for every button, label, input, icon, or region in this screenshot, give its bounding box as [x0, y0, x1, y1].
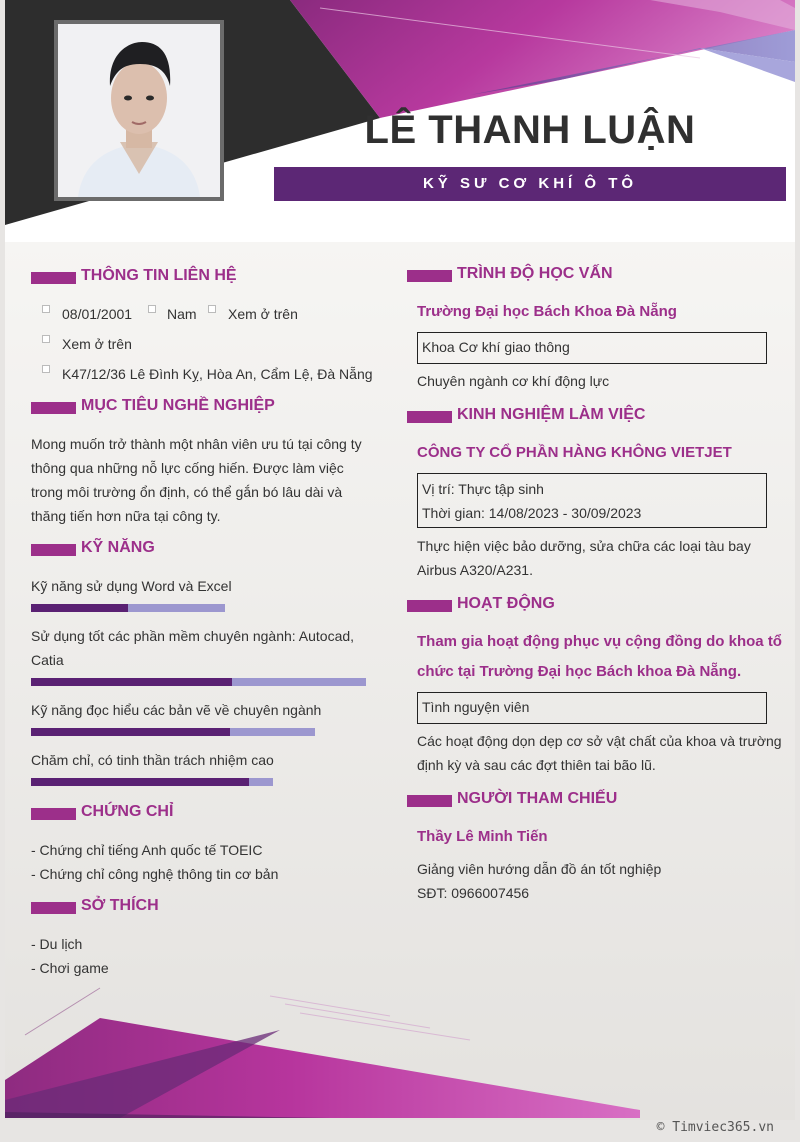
skill-fill — [31, 778, 249, 786]
heading-label: MỤC TIÊU NGHỀ NGHIỆP — [81, 397, 275, 414]
heading-bar — [407, 270, 452, 282]
heading-label: NGƯỜI THAM CHIẾU — [457, 790, 618, 807]
skill-fill — [31, 678, 232, 686]
objective-line: trong môi trường ổn định, có thể gắn bó lâu dài và — [31, 484, 343, 500]
activity-desc: Các hoạt động dọn dẹp cơ sở vật chất của khoa và trường — [417, 733, 782, 749]
heading-label: THÔNG TIN LIÊN HỆ — [81, 267, 237, 284]
calendar-icon — [42, 305, 50, 313]
objective-line: thông qua những nỗ lực cống hiến. Được làm việc — [31, 460, 344, 476]
heading-bar — [31, 544, 76, 556]
heading-label: KỸ NĂNG — [81, 539, 155, 556]
period-text: Thời gian: 14/08/2023 - 30/09/2023 — [422, 505, 642, 521]
objective-line: thăng tiến hơn nữa tại công ty. — [31, 508, 221, 524]
heading-bar — [31, 808, 76, 820]
heading-label: TRÌNH ĐỘ HỌC VẤN — [457, 265, 613, 282]
position-text: Vị trí: Thực tập sinh — [422, 481, 544, 497]
gender-text: Nam — [167, 306, 197, 322]
hobby-item: - Du lịch — [31, 936, 83, 952]
address-text: K47/12/36 Lê Đình Kỵ, Hòa An, Cẩm Lệ, Đà Nẵng — [62, 366, 373, 382]
heading-label: KINH NGHIỆM LÀM VIỆC — [457, 406, 646, 423]
birthday-text: 08/01/2001 — [62, 306, 133, 322]
heading-bar — [31, 272, 76, 284]
email-text: Xem ở trên — [62, 336, 132, 352]
reference-name: Thầy Lê Minh Tiến — [417, 828, 548, 845]
experience-desc: Thực hiện việc bảo dưỡng, sửa chữa các loại tàu bay — [417, 538, 751, 554]
objective-line: Mong muốn trở thành một nhân viên ưu tú tại công ty — [31, 436, 362, 452]
profile-photo — [54, 20, 224, 201]
certificate-item: - Chứng chỉ tiếng Anh quốc tế TOEIC — [31, 842, 263, 858]
activity-title: Tham gia hoạt động phục vụ cộng đồng do khoa tổ — [417, 633, 782, 650]
skill-bar — [31, 604, 225, 612]
location-icon — [42, 365, 50, 373]
faculty-box — [417, 332, 767, 364]
heading-bar — [31, 902, 76, 914]
heading-bar — [31, 402, 76, 414]
phone-text: Xem ở trên — [228, 306, 298, 322]
reference-phone: SĐT: 0966007456 — [417, 885, 530, 901]
person-avatar-icon — [58, 24, 220, 197]
hobby-item: - Chơi game — [31, 960, 109, 976]
activity-title: chức tại Trường Đại học Bách khoa Đà Nẵng. — [417, 663, 742, 680]
skill-bar — [31, 778, 273, 786]
certificate-item: - Chứng chỉ công nghệ thông tin cơ bản — [31, 866, 279, 882]
skill-label: Kỹ năng sử dụng Word và Excel — [31, 578, 232, 594]
activity-desc: định kỳ và sau các đợt thiên tai bão lũ. — [417, 757, 656, 773]
faculty-text: Khoa Cơ khí giao thông — [422, 339, 570, 355]
reference-role: Giảng viên hướng dẫn đồ án tốt nghiệp — [417, 861, 662, 877]
skill-label: Kỹ năng đọc hiểu các bản vẽ về chuyên ngành — [31, 702, 322, 718]
skill-fill — [31, 728, 230, 736]
skill-label: Chăm chỉ, có tinh thần trách nhiệm cao — [31, 752, 274, 768]
skill-bar — [31, 728, 315, 736]
gender-icon — [148, 305, 156, 313]
experience-desc: Airbus A320/A231. — [417, 562, 533, 578]
email-icon — [42, 335, 50, 343]
skill-label: Catia — [31, 652, 64, 668]
heading-bar — [407, 600, 452, 612]
major-text: Chuyên ngành cơ khí động lực — [417, 373, 610, 389]
activity-role: Tình nguyện viên — [422, 699, 530, 715]
job-title-banner: KỸ SƯ CƠ KHÍ Ô TÔ — [274, 167, 786, 201]
skill-label: Sử dụng tốt các phần mềm chuyên ngành: Autocad, — [31, 628, 355, 644]
heading-bar — [407, 795, 452, 807]
watermark: © Timviec365.vn — [656, 1120, 774, 1135]
company-name: CÔNG TY CỔ PHẦN HÀNG KHÔNG VIETJET — [417, 444, 732, 461]
job-detail-box — [417, 473, 767, 528]
school-name: Trường Đại học Bách Khoa Đà Nẵng — [417, 303, 677, 320]
phone-icon — [208, 305, 216, 313]
heading-label: HOẠT ĐỘNG — [457, 595, 555, 612]
heading-label: CHỨNG CHỈ — [81, 803, 174, 820]
heading-bar — [407, 411, 452, 423]
candidate-name: LÊ THANH LUẬN — [364, 108, 696, 152]
skill-fill — [31, 604, 128, 612]
activity-role-box — [417, 692, 767, 724]
heading-label: SỞ THÍCH — [81, 897, 159, 914]
skill-bar — [31, 678, 366, 686]
